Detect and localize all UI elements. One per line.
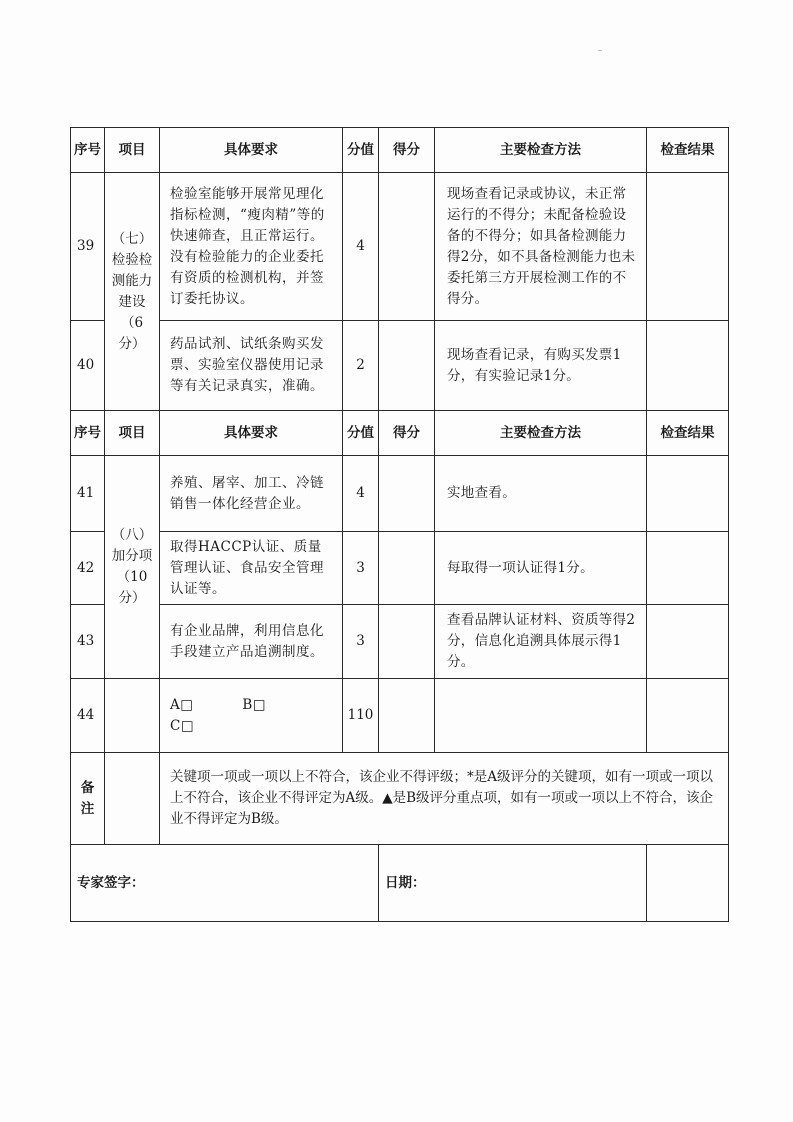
row-score-cell[interactable]: [379, 532, 435, 605]
section-label: （八）加分项（10分）: [105, 456, 160, 679]
header-score: 得分: [379, 128, 435, 173]
row-method: 现场查看记录，有购买发票1分，有实验记录1分。: [435, 321, 647, 411]
row-seq: 39: [71, 173, 105, 321]
remarks-empty-cell: [105, 753, 160, 845]
row-project-cell: [105, 679, 160, 753]
row-seq: 42: [71, 532, 105, 605]
row-result-cell[interactable]: [647, 679, 729, 753]
table-row: [71, 679, 729, 753]
row-method: 每取得一项认证得1分。: [435, 532, 647, 605]
header-score: 得分: [379, 411, 435, 456]
row-seq: 41: [71, 456, 105, 532]
row-seq: 40: [71, 321, 105, 411]
section-label: （七）检验检测能力建设（6分）: [105, 173, 160, 411]
row-score-cell[interactable]: [379, 456, 435, 532]
grade-b-checkbox[interactable]: B□: [242, 696, 266, 713]
row-score-cell[interactable]: [379, 605, 435, 679]
row-requirement: 检验室能够开展常见理化指标检测，“瘦肉精”等的快速筛查，且正常运行。没有检验能力的企业委托有资质的检测机构，并签订委托协议。: [160, 173, 343, 321]
header-method: 主要检查方法: [435, 411, 647, 456]
header-requirement: 具体要求: [160, 128, 343, 173]
header-result: 检查结果: [647, 411, 729, 456]
row-result-cell[interactable]: [647, 605, 729, 679]
header-result: 检查结果: [647, 128, 729, 173]
row-method: 查看品牌认证材料、资质等得2分，信息化追溯具体展示得1分。: [435, 605, 647, 679]
inspection-table: [70, 127, 729, 922]
table-row: [71, 321, 729, 411]
table-header-row: [71, 128, 729, 173]
row-result-cell[interactable]: [647, 456, 729, 532]
remarks-row: [71, 753, 729, 845]
remarks-text: 关键项一项或一项以上不符合，该企业不得评级；*是A级评分的关键项，如有一项或一项以上不符合，该企业不得评定为A级。▲是B级评分重点项，如有一项或一项以上不符合，该企业不得评定为B级。: [160, 753, 729, 845]
row-score-cell[interactable]: [379, 173, 435, 321]
row-requirement: 有企业品牌，利用信息化手段建立产品追溯制度。: [160, 605, 343, 679]
row-score-cell[interactable]: [379, 679, 435, 753]
row-result-cell[interactable]: [647, 173, 729, 321]
table-row: [71, 605, 729, 679]
row-requirement: 取得HACCP认证、质量管理认证、食品安全管理认证等。: [160, 532, 343, 605]
grade-options: [160, 679, 343, 753]
header-requirement: 具体要求: [160, 411, 343, 456]
signature-empty-cell: [647, 845, 729, 922]
row-points: 2: [343, 321, 379, 411]
header-method: 主要检查方法: [435, 128, 647, 173]
grade-a-checkbox[interactable]: A□: [170, 696, 194, 713]
header-points: 分值: [343, 128, 379, 173]
row-method: 实地查看。: [435, 456, 647, 532]
header-points: 分值: [343, 411, 379, 456]
row-requirement: 药品试剂、试纸条购买发票、实验室仪器使用记录等有关记录真实，准确。: [160, 321, 343, 411]
scan-artifact: [598, 50, 602, 51]
row-points: 3: [343, 605, 379, 679]
remarks-label: [71, 753, 105, 845]
header-seq: 序号: [71, 128, 105, 173]
row-result-cell[interactable]: [647, 532, 729, 605]
row-seq: 44: [71, 679, 105, 753]
row-seq: 43: [71, 605, 105, 679]
table-row: [71, 173, 729, 321]
total-points: 110: [343, 679, 379, 753]
table-row: [71, 456, 729, 532]
row-requirement: 养殖、屠宰、加工、冷链销售一体化经营企业。: [160, 456, 343, 532]
header-project: 项目: [105, 128, 160, 173]
header-seq: 序号: [71, 411, 105, 456]
expert-signature[interactable]: 专家签字：: [71, 845, 379, 922]
row-points: 3: [343, 532, 379, 605]
row-method: 现场查看记录或协议，未正常运行的不得分；未配备检验设备的不得分；如具备检测能力得2分，如不具备检测能力也未委托第三方开展检测工作的不得分。: [435, 173, 647, 321]
row-result-cell[interactable]: [647, 321, 729, 411]
row-method-cell: [435, 679, 647, 753]
row-points: 4: [343, 173, 379, 321]
row-score-cell[interactable]: [379, 321, 435, 411]
signature-date[interactable]: 日期：: [379, 845, 647, 922]
row-points: 4: [343, 456, 379, 532]
signature-row: [71, 845, 729, 922]
grade-c-checkbox[interactable]: C□: [170, 717, 195, 734]
table-header-row: [71, 411, 729, 456]
remarks-label-text: 备注: [80, 779, 95, 817]
table-row: [71, 532, 729, 605]
header-project: 项目: [105, 411, 160, 456]
